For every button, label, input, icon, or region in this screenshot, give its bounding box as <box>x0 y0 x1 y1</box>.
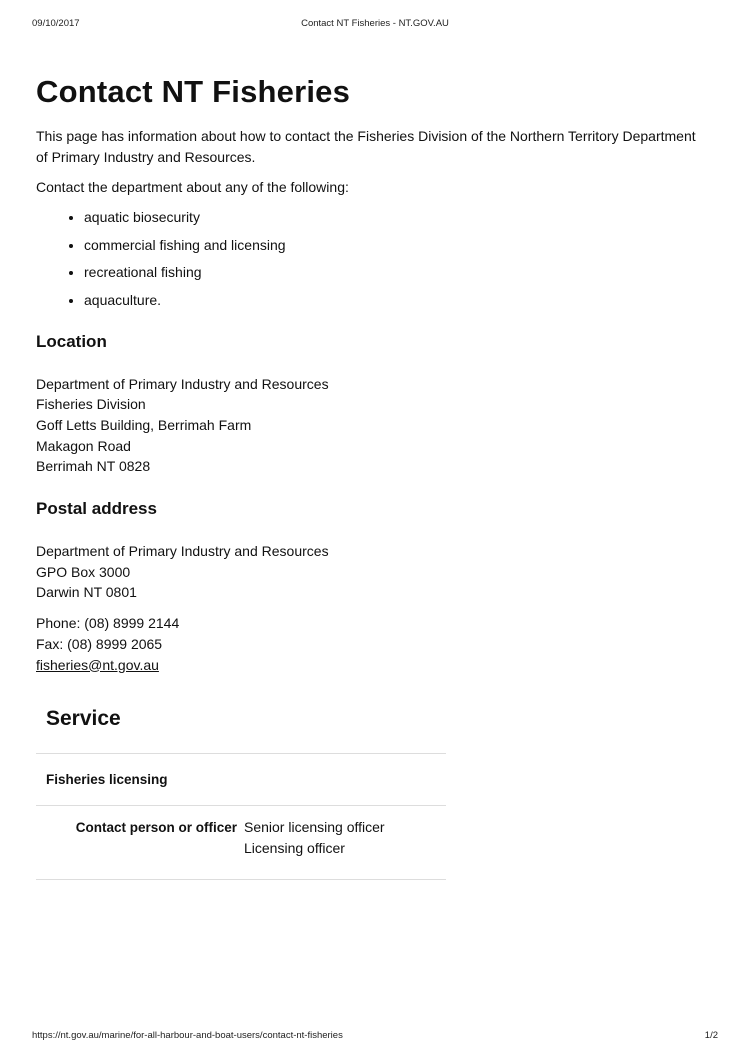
print-date: 09/10/2017 <box>32 18 80 29</box>
list-item: • recreational fishing <box>84 262 696 282</box>
address-line: Department of Primary Industry and Resources <box>36 375 329 392</box>
location-address <box>36 374 696 478</box>
address-line: Darwin NT 0801 <box>36 584 137 601</box>
address-line: Makagon Road <box>36 437 131 454</box>
postal-heading: Postal address <box>36 499 157 519</box>
address-line: Department of Primary Industry and Resources <box>36 543 329 560</box>
address-line: GPO Box 3000 <box>36 563 131 580</box>
intro-text: This page has information about how to contact the Fisheries Division of the Northern Territory Department of Primary Industry and Resources. <box>36 128 696 165</box>
topics-list <box>36 207 696 310</box>
page-title: Contact NT Fisheries <box>36 74 351 109</box>
email-link[interactable]: fisheries@nt.gov.au <box>36 656 159 673</box>
fax-number: Fax: (08) 8999 2065 <box>36 635 163 652</box>
officer-item: Senior licensing officer <box>244 819 385 836</box>
contact-field-label: Contact person or officer <box>75 820 237 836</box>
phone-number: Phone: (08) 8999 2144 <box>36 615 180 632</box>
officer-item: Licensing officer <box>244 840 345 857</box>
list-item: • aquatic biosecurity <box>84 207 696 227</box>
list-intro-text: Contact the department about any of the following: <box>36 179 349 195</box>
service-contact-row <box>36 806 446 879</box>
list-item: • commercial fishing and licensing <box>84 235 696 255</box>
print-url: https://nt.gov.au/marine/for-all-harbour-and-boat-users/contact-nt-fisheries <box>32 1030 343 1041</box>
postal-address <box>36 541 696 603</box>
print-title: Contact NT Fisheries - NT.GOV.AU <box>301 18 449 29</box>
address-line: Fisheries Division <box>36 396 146 413</box>
location-heading: Location <box>36 331 107 351</box>
page-number: 1/2 <box>704 1030 718 1041</box>
service-heading: Service <box>46 707 121 731</box>
contact-details <box>36 613 696 675</box>
contact-field-values <box>244 817 446 859</box>
service-name: Fisheries licensing <box>46 772 168 788</box>
divider <box>36 879 446 880</box>
address-line: Berrimah NT 0828 <box>36 458 151 475</box>
main-content <box>36 70 696 880</box>
list-item: • aquaculture. <box>84 290 696 310</box>
address-line: Goff Letts Building, Berrimah Farm <box>36 416 252 433</box>
service-block <box>36 707 446 880</box>
